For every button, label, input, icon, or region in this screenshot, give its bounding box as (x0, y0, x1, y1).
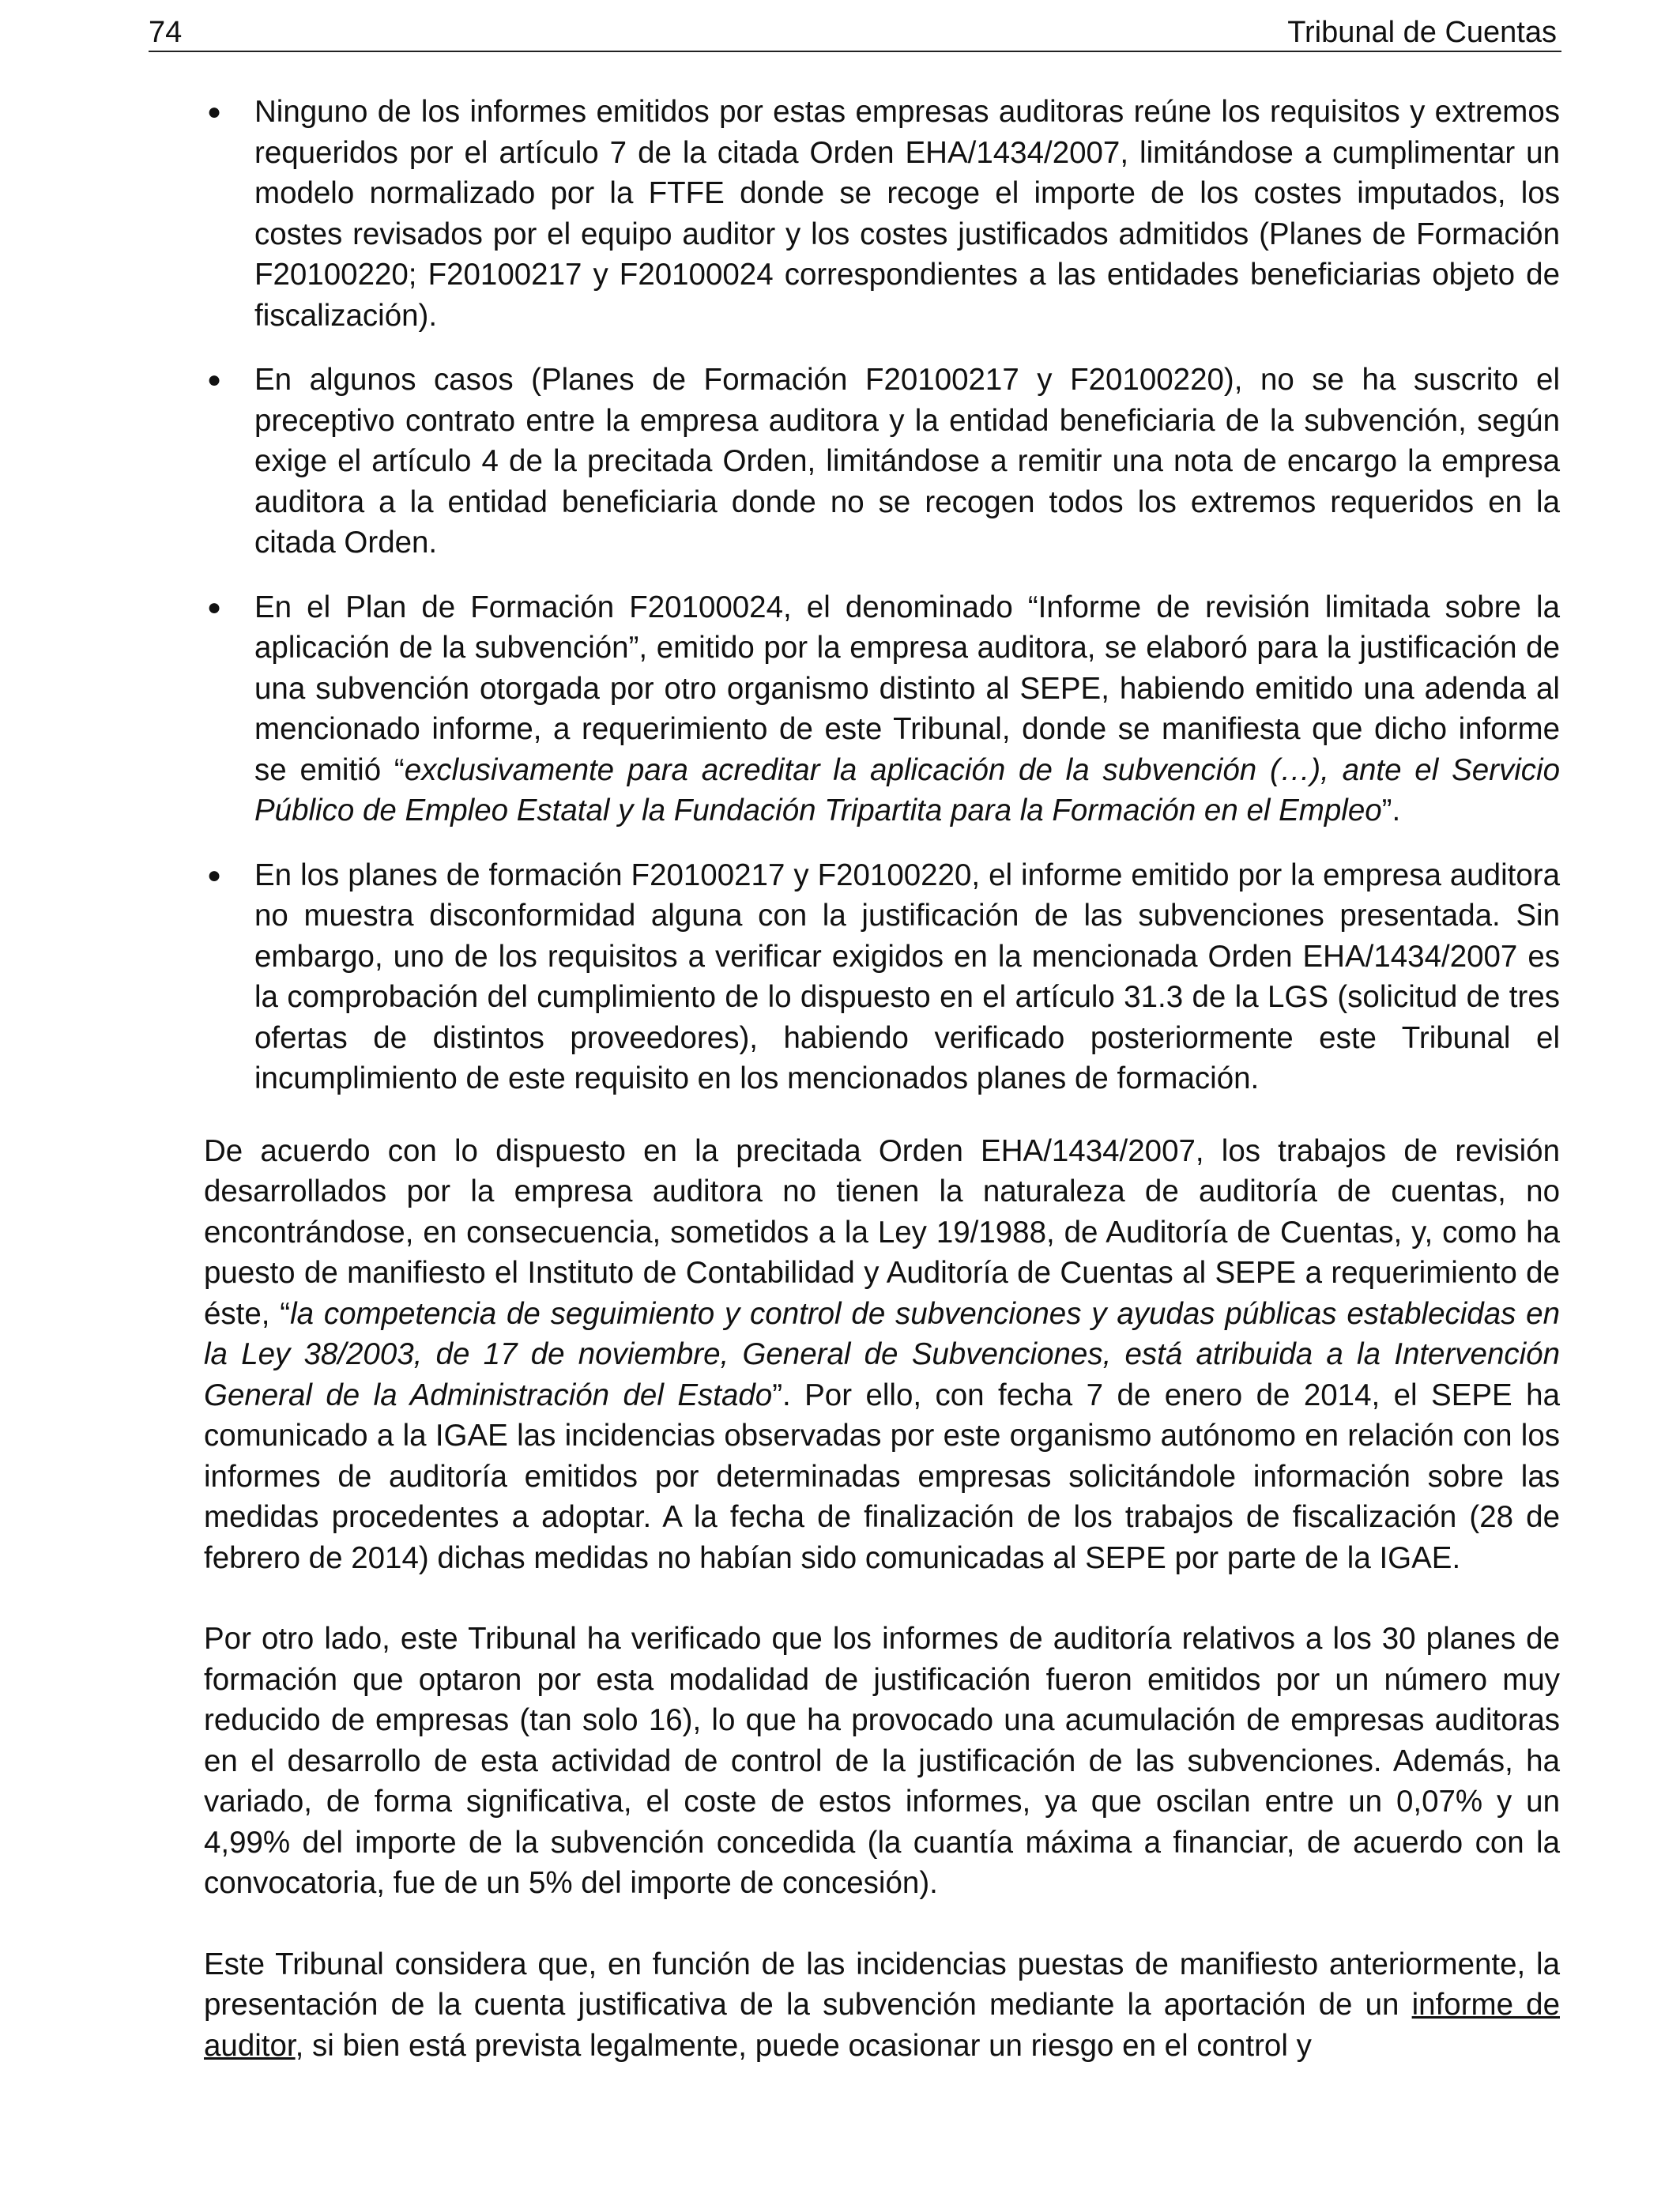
bullet-item-1 (204, 92, 1560, 336)
page-number: 74 (149, 16, 183, 49)
paragraph-text-part: ”. Por ello, con fecha 7 de enero de 2014, el SEPE ha comunicado a la IGAE las incidencias observadas por este organismo autónomo en relación con los informes de auditoría emitidos por determinadas empresas solicitándole información sobre las medidas procedentes a adoptar. A la fecha de finalización de los trabajos de fiscalización (28 de febrero de 2014) dichas medidas no habían sido comunicadas al SEPE por parte de la IGAE. (204, 1378, 1560, 1575)
bullet-text (254, 587, 1560, 831)
bullet-text: En los planes de formación F20100217 y F20100220, el informe emitido por la empresa auditora no muestra disconformidad alguna con la justificación de las subvenciones presentada. Sin embargo, uno de los requisitos a verificar exigidos en la mencionada Orden EHA/1434/2007 es la comprobación del cumplimiento de lo dispuesto en el artículo 31.3 de la LGS (solicitud de tres ofertas de distintos proveedores), habiendo verificado posteriormente este Tribunal el incumplimiento de este requisito en los mencionados planes de formación. (254, 858, 1560, 1095)
bullet-icon: ● (207, 367, 222, 393)
paragraph-text-part: , si bien está prevista legalmente, puede ocasionar un riesgo en el control y (295, 2028, 1312, 2063)
quoted-italic-text: la competencia de seguimiento y control de subvenciones y ayudas públicas establecidas en la Ley 38/2003, de 17 de noviembre, General de Subvenciones, está atribuida a la Intervención General de la Administración del Estado (204, 1296, 1560, 1412)
bullet-list (204, 92, 1560, 1099)
running-title: Tribunal de Cuentas (1287, 16, 1557, 49)
quoted-italic-text: exclusivamente para acreditar la aplicación de la subvención (…), ante el Servicio Público de Empleo Estatal y la Fundación Tripartita para la Formación en el Empleo (254, 752, 1560, 827)
bullet-item-4 (204, 855, 1560, 1099)
paragraph-text-part: De acuerdo con lo dispuesto en la precitada Orden EHA/1434/2007, los trabajos de revisión desarrollados por la empresa auditora no tienen la naturaleza de auditoría de cuentas, no encontrándose, en consecuencia, sometidos a la Ley 19/1988, de Auditoría de Cuentas, y, como ha puesto de manifiesto el Instituto de Contabilidad y Auditoría de Cuentas al SEPE a requerimiento de éste, “ (204, 1133, 1560, 1331)
bullet-icon: ● (207, 99, 222, 125)
bullet-icon: ● (207, 861, 222, 888)
document-body (204, 92, 1560, 2106)
bullet-text-part: ”. (1381, 794, 1401, 827)
underlined-term: informe de auditor (204, 1988, 1560, 2063)
paragraph-text-part: Este Tribunal considera que, en función de las incidencias puestas de manifiesto anteriormente, la presentación de la cuenta justificativa de la subvención mediante la aportación de un (204, 1947, 1560, 2022)
bullet-item-2 (204, 360, 1560, 564)
bullet-text-part: En el Plan de Formación F20100024, el denominado “Informe de revisión limitada sobre la aplicación de la subvención”, emitido por la empresa auditora, se elaboró para la justificación de una subvención otorgada por otro organismo distinto al SEPE, habiendo emitido una adenda al mencionado informe, a requerimiento de este Tribunal, donde se manifiesta que dicho informe se emitió “ (254, 590, 1560, 787)
bullet-text: Ninguno de los informes emitidos por estas empresas auditoras reúne los requisitos y extremos requeridos por el artículo 7 de la citada Orden EHA/1434/2007, limitándose a cumplimentar un modelo normalizado por la FTFE donde se recoge el importe de los costes imputados, los costes revisados por el equipo auditor y los costes justificados admitidos (Planes de Formación F20100220; F20100217 y F20100024 correspondientes a las entidades beneficiarias objeto de fiscalización). (254, 95, 1560, 333)
paragraph-3 (204, 1944, 1560, 2067)
page-header (149, 8, 1561, 52)
paragraph-2: Por otro lado, este Tribunal ha verificado que los informes de auditoría relativos a los 30 planes de formación que optaron por esta modalidad de justificación fueron emitidos por un número muy reducido de empresas (tan solo 16), lo que ha provocado una acumulación de empresas auditoras en el desarrollo de esta actividad de control de la justificación de las subvenciones. Además, ha variado, de forma significativa, el coste de estos informes, ya que oscilan entre un 0,07% y un 4,99% del importe de la subvención concedida (la cuantía máxima a financiar, de acuerdo con la convocatoria, fue de un 5% del importe de concesión). (204, 1622, 1560, 1900)
bullet-item-3 (204, 587, 1560, 831)
bullet-icon: ● (207, 594, 222, 620)
paragraph-1 (204, 1131, 1560, 1579)
bullet-text: En algunos casos (Planes de Formación F20100217 y F20100220), no se ha suscrito el preceptivo contrato entre la empresa auditora y la entidad beneficiaria de la subvención, según exige el artículo 4 de la precitada Orden, limitándose a remitir una nota de encargo la empresa auditora a la entidad beneficiaria donde no se recogen todos los extremos requeridos en la citada Orden. (254, 363, 1560, 560)
